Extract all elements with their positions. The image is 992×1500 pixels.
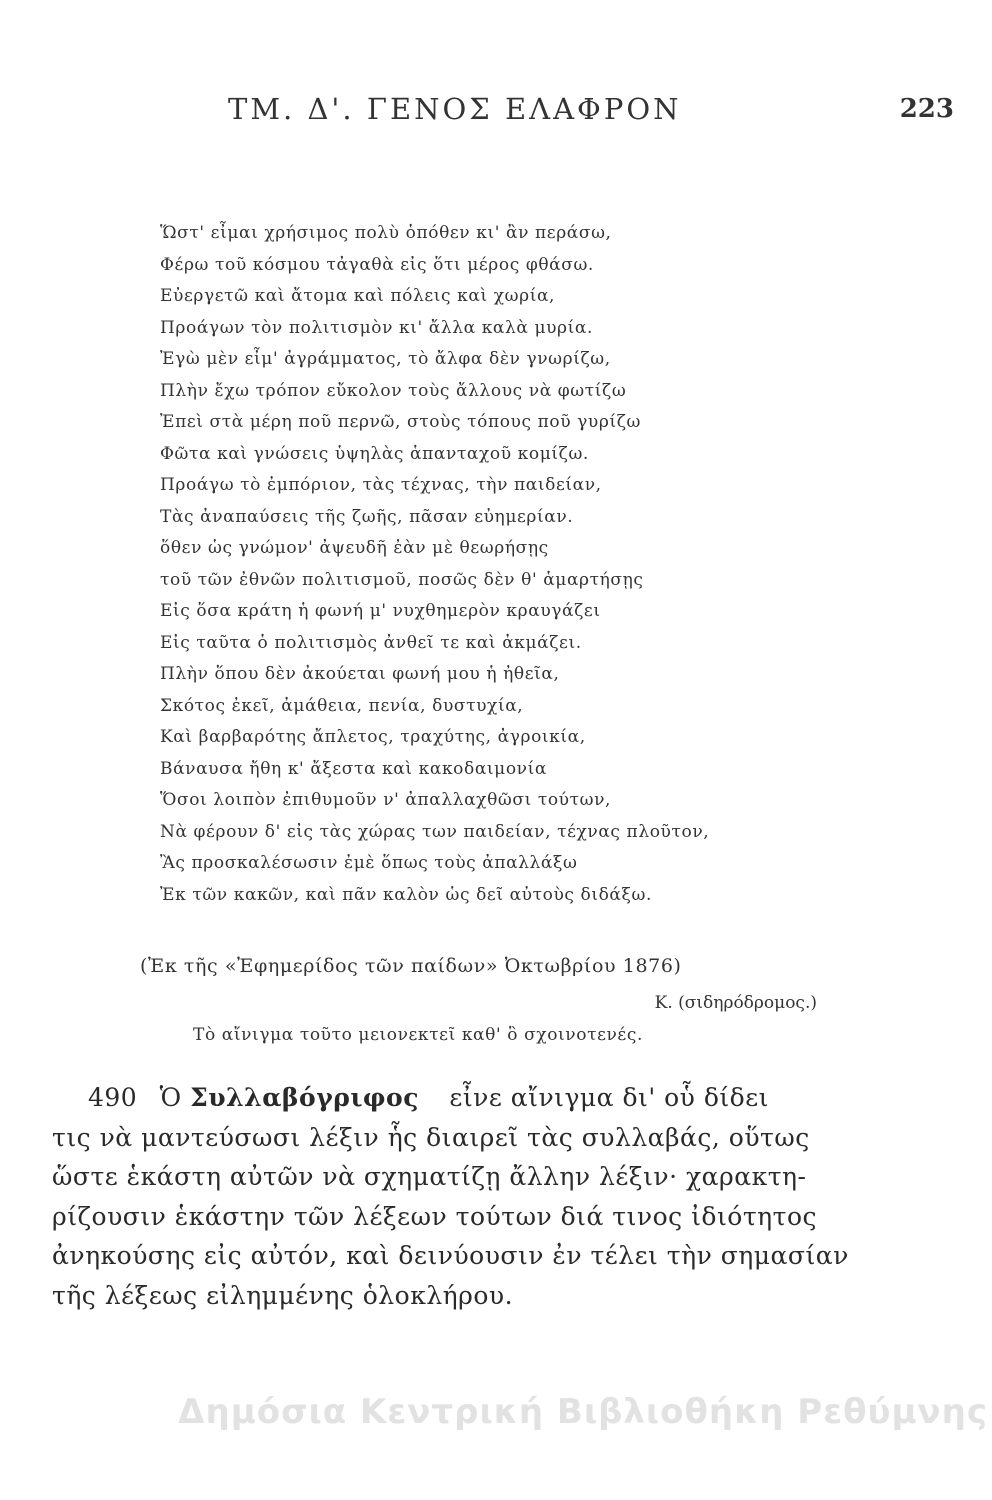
poem-line: Τὰς ἀναπαύσεις τῆς ζωῆς, πᾶσαν εὐημερίαν. xyxy=(160,506,574,527)
entry-term: Συλλαβόγριφος xyxy=(190,1083,419,1112)
poem-line: Εἰς ὅσα κράτη ἡ φωνή μ' νυχθημερὸν κραυγάζει xyxy=(160,601,601,621)
poem-line: Εὐεργετῶ καὶ ἄτομα καὶ πόλεις καὶ χωρία, xyxy=(160,286,556,306)
library-watermark xyxy=(0,1392,992,1432)
running-head: ΤΜ. Δ'. ΓΕΝΟΣ ΕΛΑΦΡΟΝ xyxy=(228,92,682,126)
entry-first-line xyxy=(52,1078,872,1118)
entry-article: Ὁ xyxy=(159,1083,182,1112)
entry-line: ὥστε ἑκάστη αὐτῶν νὰ σχηματίζῃ ἄλλην λέξιν· χαρακτη- xyxy=(52,1162,807,1191)
poem-line: Νὰ φέρουν δ' εἰς τὰς χώρας των παιδείαν, τέχνας πλοῦτον, xyxy=(160,821,710,842)
entry-first-line-rest: εἶνε αἴνιγμα δι' οὗ δίδει xyxy=(449,1083,769,1112)
entry-line: ἀνηκούσης εἰς αὐτόν, καὶ δεινύουσιν ἐν τέλει τὴν σημασίαν xyxy=(52,1241,849,1270)
entry-490 xyxy=(52,1078,872,1315)
watermark-text: Δημόσια Κεντρική Βιβλιοθήκη Ρεθύμνης xyxy=(178,1392,988,1432)
poem-line: Καὶ βαρβαρότης ἄπλετος, τραχύτης, ἀγροικία, xyxy=(160,727,586,747)
editor-remark: Τὸ αἴνιγμα τοῦτο μειονεκτεῖ καθ' ὃ σχοινοτενές. xyxy=(193,1025,643,1045)
poem-line: Φέρω τοῦ κόσμου τἀγαθὰ εἰς ὅτι μέρος φθάσω. xyxy=(160,254,594,275)
poem-line: Ὥστ' εἶμαι χρήσιμος πολὺ ὁπόθεν κι' ἂν περάσω, xyxy=(160,223,612,243)
poem-line: Πλὴν ἔχω τρόπον εὔκολον τοὺς ἄλλους νὰ φωτίζω xyxy=(160,380,627,401)
poem-line: Προάγων τὸν πολιτισμὸν κι' ἄλλα καλὰ μυρία. xyxy=(160,317,593,338)
poem-line: Ἐγὼ μὲν εἶμ' ἀγράμματος, τὸ ἄλφα δὲν γνωρίζω, xyxy=(160,349,611,369)
poem-line: Φῶτα καὶ γνώσεις ὑψηλὰς ἁπανταχοῦ κομίζω. xyxy=(160,443,589,464)
poem-line: ὅθεν ὡς γνώμον' ἀψευδῆ ἐὰν μὲ θεωρήσῃς xyxy=(160,538,549,558)
entry-line: ρίζουσιν ἑκάστην τῶν λέξεων τούτων διά τινος ἰδιότητος xyxy=(52,1201,818,1231)
poem-line: Σκότος ἐκεῖ, ἀμάθεια, πενία, δυστυχία, xyxy=(160,695,524,716)
entry-number: 490 xyxy=(88,1083,138,1112)
entry-line: τις νὰ μαντεύσωσι λέξιν ἧς διαιρεῖ τὰς συλλαβάς, οὕτως xyxy=(52,1122,810,1152)
source-citation: (Ἐκ τῆς «Ἐφημερίδος τῶν παίδων» Ὀκτωβρίου 1876) xyxy=(140,955,682,977)
poem-line: τοῦ τῶν ἐθνῶν πολιτισμοῦ, ποσῶς δὲν θ' ἁμαρτήσῃς xyxy=(160,569,644,590)
poem-line: Βάναυσα ἤθη κ' ἄξεστα καὶ κακοδαιμονία xyxy=(160,758,547,779)
page-header xyxy=(0,92,992,132)
page-number: 223 xyxy=(899,94,954,124)
poem-line: Προάγω τὸ ἐμπόριον, τὰς τέχνας, τὴν παιδείαν, xyxy=(160,475,602,495)
poem-line: Πλὴν ὅπου δὲν ἀκούεται φωνή μου ἡ ἠθεῖα, xyxy=(160,664,560,684)
poem-line: Ἐκ τῶν κακῶν, καὶ πᾶν καλὸν ὡς δεῖ αὐτοὺς διδάξω. xyxy=(160,884,652,905)
poem-line: Εἰς ταῦτα ὁ πολιτισμὸς ἀνθεῖ τε καὶ ἀκμάζει. xyxy=(160,632,582,653)
poem-line: Ἐπεὶ στὰ μέρη ποῦ περνῶ, στοὺς τόπους ποῦ γυρίζω xyxy=(160,412,641,432)
poem-line: Ὅσοι λοιπὸν ἐπιθυμοῦν ν' ἀπαλλαχθῶσι τούτων, xyxy=(160,790,612,810)
riddle-poem xyxy=(160,218,840,911)
entry-line: τῆς λέξεως εἰλημμένης ὁλοκλήρου. xyxy=(52,1280,514,1310)
signature: Κ. (σιδηρόδρομος.) xyxy=(654,993,817,1013)
poem-line: Ἂς προσκαλέσωσιν ἐμὲ ὅπως τοὺς ἀπαλλάξω xyxy=(160,853,578,873)
